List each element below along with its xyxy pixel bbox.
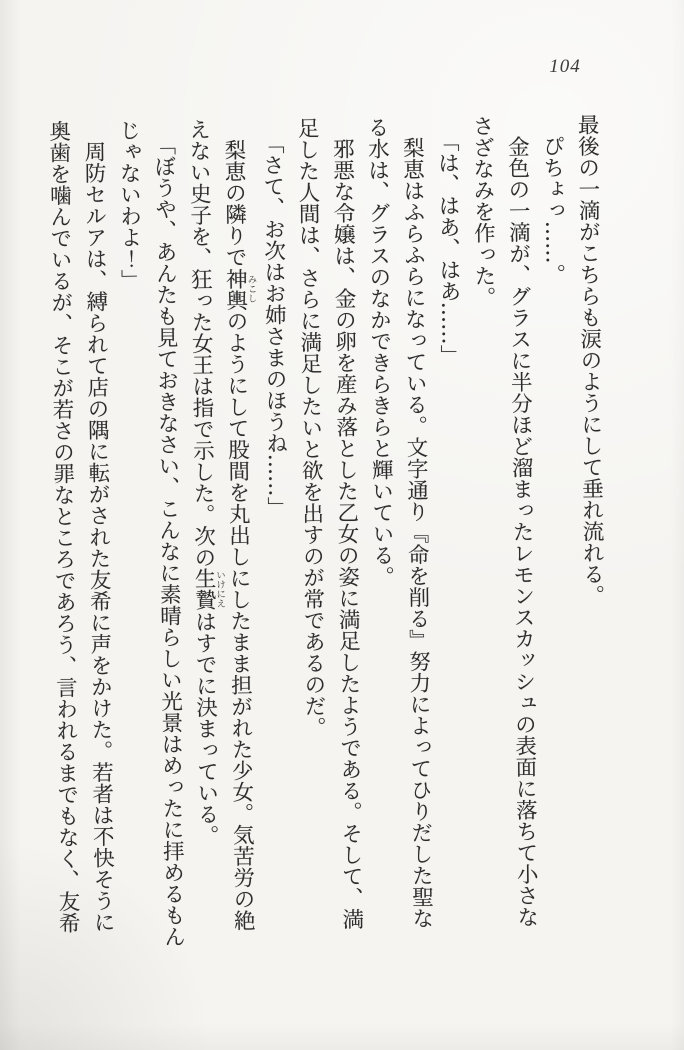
ruby-annotated-word: 生贄いけにえ [190, 567, 226, 611]
paragraph: 梨恵の隣りで神輿みこしのようにして股間を丸出しにしたまま担がれた少女。気苦労の絶えない史子を、狂った女王は指で示した。次の生贄いけにえはすでに決まっている。 [185, 118, 257, 932]
paragraph: 金色の一滴が、グラスに半分ほど溜まったレモンスカッシュの表面に落ちて小さなさざなみを作った。 [468, 114, 539, 928]
paragraph: 周防セルアは、縛られて店の隅に転がされた友希に声をかけた。若者は不快そうに奥歯を噛んでいるが、そこが若さの罪なところであろう、言われるまでもなく、友希 [45, 120, 116, 934]
paragraph: 「ぼうや、あんたも見ておきなさい、こんなに素晴らしい光景はめったに拝めるもんじゃないわよ！」 [115, 119, 186, 948]
ruby-annotated-word: 神輿みこし [222, 267, 257, 311]
text-block [44, 114, 614, 951]
paragraph: 「は、はあ、はあ……」 [434, 130, 462, 367]
page-number: 104 [549, 56, 581, 77]
paragraph: 「さて、お次はお姉さまのほうね……」 [259, 132, 289, 518]
paragraph: ぴちょっ……。 [539, 135, 567, 286]
paragraph: 最後の一滴がこちらも涙のようにして垂れ流れる。 [573, 113, 605, 607]
paragraph: 梨恵はふらふらになっている。文字通り『命を削る』努力によってひりだした聖なる水は、グラスのなかできらきらと輝いている。 [363, 116, 434, 930]
paragraph: 邪悪な令嬢は、金の卵を産み落とした乙女の姿に満足したようである。そして、満足した人間は、さらに満足したいと欲を出すのが常であるのだ。 [293, 117, 364, 931]
